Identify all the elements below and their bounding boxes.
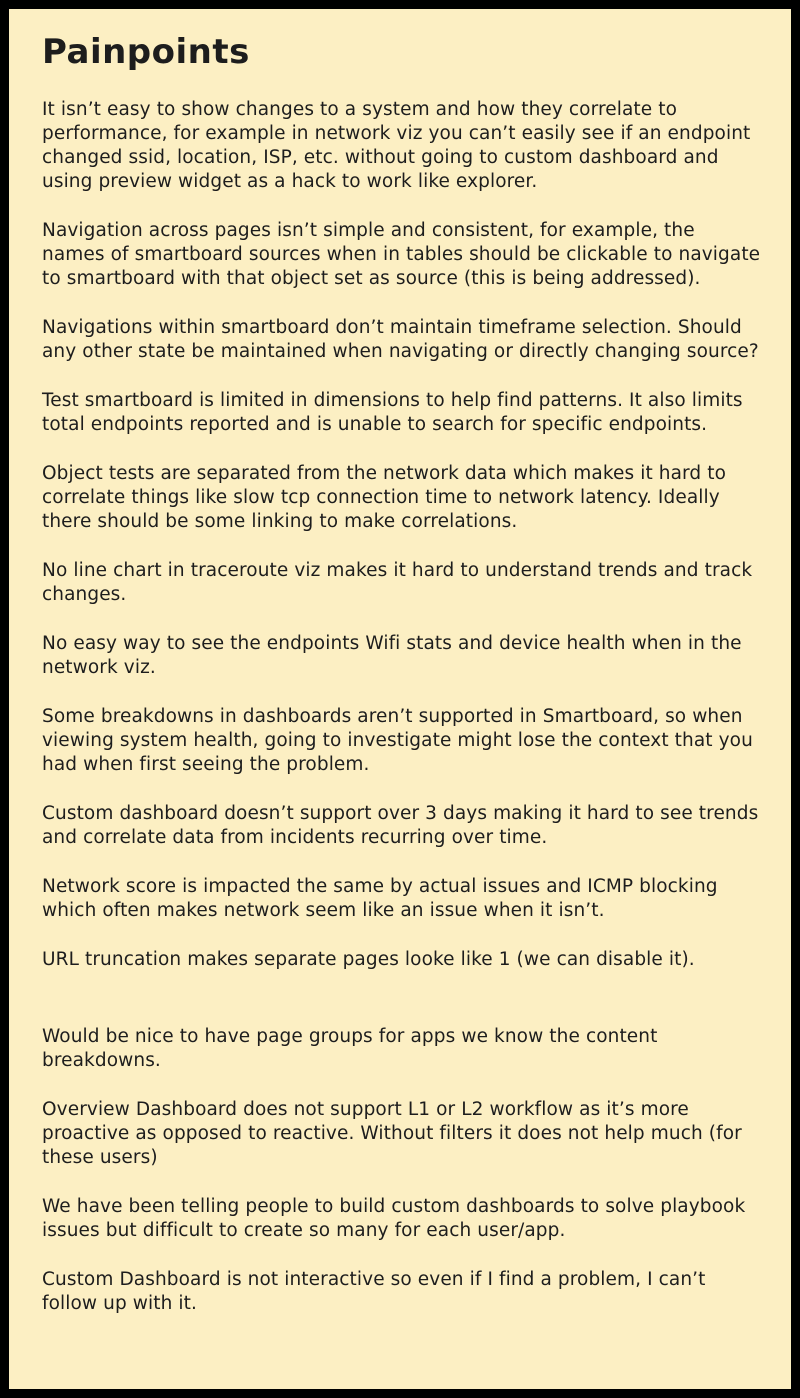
- painpoint-paragraph: Object tests are separated from the network data which makes it hard to correlate things like slow tcp connection time to network latency. Ideally there should be some linking to make correlations.: [42, 463, 727, 533]
- page-title: Painpoints: [42, 32, 250, 72]
- painpoint-paragraph: No easy way to see the endpoints Wifi stats and device health when in the network viz.: [42, 633, 742, 679]
- painpoint-paragraph: Overview Dashboard does not support L1 or L2 workflow as it’s more proactive as opposed to reactive. Without filters it does not help much (for these users): [42, 1099, 742, 1169]
- painpoint-paragraph: Test smartboard is limited in dimensions to help find patterns. It also limits total endpoints reported and is unable to search for specific endpoints.: [42, 390, 743, 436]
- painpoint-paragraph: URL truncation makes separate pages looke like 1 (we can disable it).: [42, 949, 695, 971]
- painpoint-paragraph: Custom dashboard doesn’t support over 3 days making it hard to see trends and correlate data from incidents recurring over time.: [42, 803, 759, 849]
- page-content: [9, 9, 791, 1316]
- painpoint-paragraph: Network score is impacted the same by actual issues and ICMP blocking which often makes network seem like an issue when it isn’t.: [42, 876, 718, 922]
- painpoint-paragraph: Would be nice to have page groups for apps we know the content breakdowns.: [42, 1026, 658, 1072]
- painpoint-paragraph: We have been telling people to build custom dashboards to solve playbook issues but difficult to create so many for each user/app.: [42, 1196, 746, 1242]
- painpoint-paragraph: Navigations within smartboard don’t maintain timeframe selection. Should any other state be maintained when navigating or directly changing source?: [42, 317, 759, 363]
- painpoint-paragraph: It isn’t easy to show changes to a system and how they correlate to performance, for example in network viz you can’t easily see if an endpoint changed ssid, location, ISP, etc. without going to custom dashboard and using preview widget as a hack to work like explorer.: [42, 99, 751, 193]
- painpoint-paragraph: Custom Dashboard is not interactive so even if I find a problem, I can’t follow up with it.: [42, 1269, 706, 1315]
- painpoint-paragraph: No line chart in traceroute viz makes it hard to understand trends and track changes.: [42, 560, 753, 606]
- painpoint-paragraph: Some breakdowns in dashboards aren’t supported in Smartboard, so when viewing system health, going to investigate might lose the context that you had when first seeing the problem.: [42, 706, 753, 776]
- painpoint-paragraph: Navigation across pages isn’t simple and consistent, for example, the names of smartboard sources when in tables should be clickable to navigate to smartboard with that object set as source (this is being addressed).: [42, 220, 761, 290]
- painpoints-list: [42, 98, 761, 1316]
